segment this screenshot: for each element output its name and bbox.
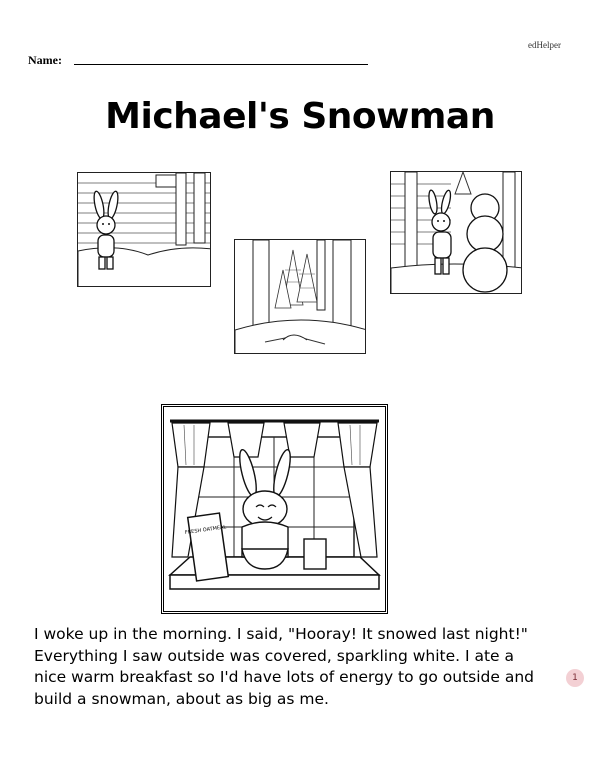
illustration-forest xyxy=(234,239,366,354)
name-label: Name: xyxy=(28,53,62,67)
forest-path-scene-icon xyxy=(235,240,366,354)
story-line: Everything I saw outside was covered, sparkling white. I ate a xyxy=(34,646,515,665)
page-number-badge: 1 xyxy=(566,669,584,687)
illustration-bunny-outside xyxy=(77,172,211,287)
illustration-breakfast xyxy=(161,404,388,614)
bunny-breakfast-window-scene-icon xyxy=(164,407,385,611)
story-line: nice warm breakfast so I'd have lots of energy to go outside and xyxy=(34,668,535,686)
bunny-standing-snow-scene-icon xyxy=(78,173,211,287)
page-title: Michael's Snowman xyxy=(105,96,495,137)
story-line: build a snowman, about as big as me. xyxy=(34,689,329,708)
cereal-box-label: FRESH OATMEAL xyxy=(184,524,227,537)
story-text xyxy=(34,624,564,710)
name-field-line[interactable] xyxy=(74,64,368,65)
bunny-snowman-scene-icon xyxy=(391,172,522,294)
brand-label: edHelper xyxy=(528,40,561,50)
story-line: I woke up in the morning. I said, "Hooray! It snowed last night!" xyxy=(34,625,528,643)
illustration-snowman xyxy=(390,171,522,294)
